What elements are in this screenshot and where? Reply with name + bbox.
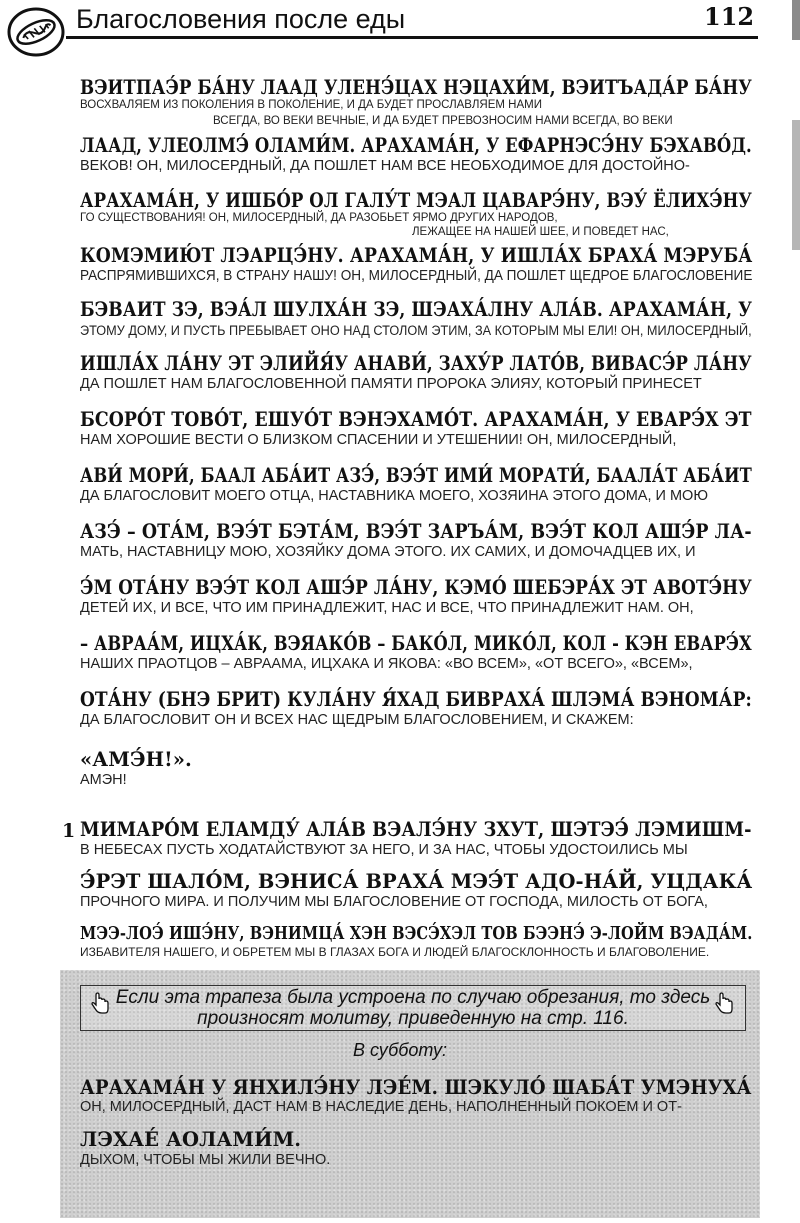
- transliteration-line: МИМАРО́М ЕЛАМДУ́ АЛА́В ВЭАЛЭ́НУ ЗХУТ, ШЭТЭЭ́ ЛЭМИШМ-: [80, 818, 752, 841]
- translation-line: ПРОЧНОГО МИРА. И ПОЛУЧИМ МЫ БЛАГОСЛОВЕНИЕ ОТ ГОСПОДА, МИЛОСТЬ ОТ БОГА,: [80, 894, 708, 910]
- translation-line: ЭТОМУ ДОМУ, И ПУСТЬ ПРЕБЫВАЕТ ОНО НАД СТОЛОМ ЭТИМ, ЗА КОТОРЫМ МЫ ЕЛИ! ОН, МИЛОСЕРДНЫЙ,: [80, 323, 752, 338]
- transliteration-line: БСОРО́Т ТОВО́Т, ЕШУО́Т ВЭНЭХАМО́Т. АРАХАМА́Н, У ЕВАРЭ́Х ЭТ: [80, 408, 752, 431]
- transliteration-line: Э́РЭТ ШАЛО́М, ВЭНИСА́ ВРАХА́ МЭЭ́Т АДО-НА́Й, УЦДАКА́: [80, 870, 753, 893]
- translation-line: РАСПРЯМИВШИХСЯ, В СТРАНУ НАШУ! ОН, МИЛОСЕРДНЫЙ, ДА ПОШЛЕТ ЩЕДРОЕ БЛАГОСЛОВЕНИЕ: [80, 268, 753, 284]
- transliteration-line: АРАХАМА́Н, У ИШБО́Р ОЛ ГАЛУ́Т МЭАЛ ЦАВАРЭ́НУ, ВЭУ́ ЁЛИХЭ́НУ: [80, 189, 752, 212]
- translation-line: ВСЕГДА, ВО ВЕКИ ВЕЧНЫЕ, И ДА БУДЕТ ПРЕВОЗНОСИМ НАМИ ВСЕГДА, ВО ВЕКИ: [213, 115, 673, 127]
- translation-line: ДА БЛАГОСЛОВИТ ОН И ВСЕХ НАС ЩЕДРЫМ БЛАГОСЛОВЕНИЕМ, И СКАЖЕМ:: [80, 712, 634, 728]
- circumcision-notice: [80, 985, 746, 1031]
- translation-line: АМЭН!: [80, 772, 127, 788]
- notice-line: Если эта трапеза была устроена по случаю обрезания, то здесь: [115, 987, 711, 1008]
- page-edge-mark: [792, 120, 800, 250]
- translation-line: ВОСХВАЛЯЕМ ИЗ ПОКОЛЕНИЯ В ПОКОЛЕНИЕ, И ДА БУДЕТ ПРОСЛАВЛЯЕМ НАМИ: [80, 99, 542, 111]
- translation-line: ДЫХОМ, ЧТОБЫ МЫ ЖИЛИ ВЕЧНО.: [80, 1152, 331, 1168]
- notice-text: [81, 987, 745, 1029]
- page-header: [0, 0, 800, 60]
- shabbat-heading: В субботу:: [352, 1040, 448, 1060]
- transliteration-line: ИШЛА́Х ЛА́НУ ЭТ ЭЛИЙЯ́У АНАВИ́, ЗАХУ́Р ЛАТО́В, ВИВАСЭ́Р ЛА́НУ: [80, 352, 752, 375]
- translation-line: МАТЬ, НАСТАВНИЦУ МОЮ, ХОЗЯЙКУ ДОМА ЭТОГО. ИХ САМИХ, И ДОМОЧАДЦЕВ ИХ, И: [80, 544, 696, 560]
- page-number: 112: [704, 2, 755, 31]
- transliteration-line: ЛЭХАЕ́ АОЛАМИ́М.: [80, 1128, 302, 1151]
- bread-loaf-icon: [6, 2, 66, 58]
- pointing-hand-icon: [712, 992, 736, 1016]
- page-title: Благословения после еды: [76, 4, 406, 34]
- transliteration-line: АЗЭ́ – ОТА́М, ВЭЭ́Т БЭТА́М, ВЭЭ́Т ЗАРЪА́М, ВЭЭ́Т КОЛ АШЭ́Р ЛА-: [80, 520, 752, 543]
- transliteration-line: Э́М ОТА́НУ ВЭЭ́Т КОЛ АШЭ́Р ЛА́НУ, КЭМО́ ШЕБЭРА́Х ЭТ АВОТЭ́НУ: [80, 576, 752, 599]
- translation-line: ГО СУЩЕСТВОВАНИЯ! ОН, МИЛОСЕРДНЫЙ, ДА РАЗОБЬЕТ ЯРМО ДРУГИХ НАРОДОВ,: [80, 212, 558, 224]
- translation-line: ИЗБАВИТЕЛЯ НАШЕГО, И ОБРЕТЕМ МЫ В ГЛАЗАХ БОГА И ЛЮДЕЙ БЛАГОСКЛОННОСТЬ И БЛАГОВОЛЕНИЕ.: [80, 945, 710, 959]
- transliteration-line: МЭЭ-ЛОЭ́ ИШЭ́НУ, ВЭНИМЦА́ ХЭН ВЭСЭ́ХЭЛ ТОВ БЭЭНЭ́ Э-ЛОЙМ ВЭАДА́М.: [80, 924, 753, 944]
- transliteration-line: – АВРАА́М, ИЦХА́К, ВЭЯАКО́В – БАКО́Л, МИКО́Л, КОЛ - КЭН ЕВАРЭ́Х: [80, 632, 752, 655]
- translation-line: ДЕТЕЙ ИХ, И ВСЕ, ЧТО ИМ ПРИНАДЛЕЖИТ, НАС И ВСЕ, ЧТО ПРИНАДЛЕЖИТ НАМ. ОН,: [80, 600, 694, 616]
- translation-line: ВЕКОВ! ОН, МИЛОСЕРДНЫЙ, ДА ПОШЛЕТ НАМ ВСЕ НЕОБХОДИМОЕ ДЛЯ ДОСТОЙНО-: [80, 158, 690, 174]
- transliteration-line: ОТА́НУ (БНЭ БРИТ) КУЛА́НУ Я́ХАД БИВРАХА́ ШЛЭМА́ ВЭНОМА́Р:: [80, 688, 752, 711]
- header-rule: [66, 36, 758, 39]
- transliteration-line: АРАХАМА́Н У ЯНХИЛЭ́НУ ЛЭЕ́М. ШЭКУЛО́ ШАБА́Т УМЭНУХА́: [80, 1076, 752, 1099]
- page-edge-mark: [792, 0, 800, 40]
- transliteration-line: ВЭИТПАЭ́Р БА́НУ ЛААД УЛЕНЭ́ЦАХ НЭЦАХИ́М, ВЭИТЪАДА́Р БА́НУ: [80, 76, 752, 99]
- transliteration-line: ЛААД, УЛЕОЛМЭ́ ОЛАМИ́М. АРАХАМА́Н, У ЕФАРНЭСЭ́НУ БЭХАВО́Д.: [80, 134, 752, 157]
- footnote-number: 1: [62, 820, 76, 842]
- notice-line: произносят молитву, приведенную на стр. 116.: [197, 1008, 629, 1029]
- transliteration-line: БЭВАИТ ЗЭ, ВЭА́Л ШУЛХА́Н ЗЭ, ШЭАХА́ЛНУ АЛА́В. АРАХАМА́Н, У: [80, 298, 753, 321]
- translation-line: ДА ПОШЛЕТ НАМ БЛАГОСЛОВЕННОЙ ПАМЯТИ ПРОРОКА ЭЛИЯУ, КОТОРЫЙ ПРИНЕСЕТ: [80, 376, 702, 392]
- translation-line: ЛЕЖАЩЕЕ НА НАШЕЙ ШЕЕ, И ПОВЕДЕТ НАС,: [412, 226, 669, 238]
- translation-line: НАМ ХОРОШИЕ ВЕСТИ О БЛИЗКОМ СПАСЕНИИ И УТЕШЕНИИ! ОН, МИЛОСЕРДНЫЙ,: [80, 432, 677, 448]
- translation-line: НАШИХ ПРАОТЦОВ – АВРААМА, ИЦХАКА И ЯКОВА: «ВО ВСЕМ», «ОТ ВСЕГО», «ВСЕМ»,: [80, 656, 693, 672]
- transliteration-line: АВИ́ МОРИ́, БААЛ АБА́ИТ АЗЭ́, ВЭЭ́Т ИМИ́ МОРАТИ́, БААЛА́Т АБА́ИТ: [80, 464, 752, 487]
- pointing-hand-icon: [88, 992, 112, 1016]
- translation-line: В НЕБЕСАХ ПУСТЬ ХОДАТАЙСТВУЮТ ЗА НЕГО, И ЗА НАС, ЧТОБЫ УДОСТОИЛИСЬ МЫ: [80, 842, 688, 858]
- translation-line: ОН, МИЛОСЕРДНЫЙ, ДАСТ НАМ В НАСЛЕДИЕ ДЕНЬ, НАПОЛНЕННЫЙ ПОКОЕМ И ОТ-: [80, 1099, 682, 1115]
- translation-line: ДА БЛАГОСЛОВИТ МОЕГО ОТЦА, НАСТАВНИКА МОЕГО, ХОЗЯИНА ЭТОГО ДОМА, И МОЮ: [80, 488, 708, 504]
- transliteration-line: КОМЭМИЮ́Т ЛЭАРЦЭ́НУ. АРАХАМА́Н, У ИШЛА́Х БРАХА́ МЭРУБА́: [80, 244, 753, 267]
- transliteration-line: «АМЭ́Н!».: [80, 748, 192, 771]
